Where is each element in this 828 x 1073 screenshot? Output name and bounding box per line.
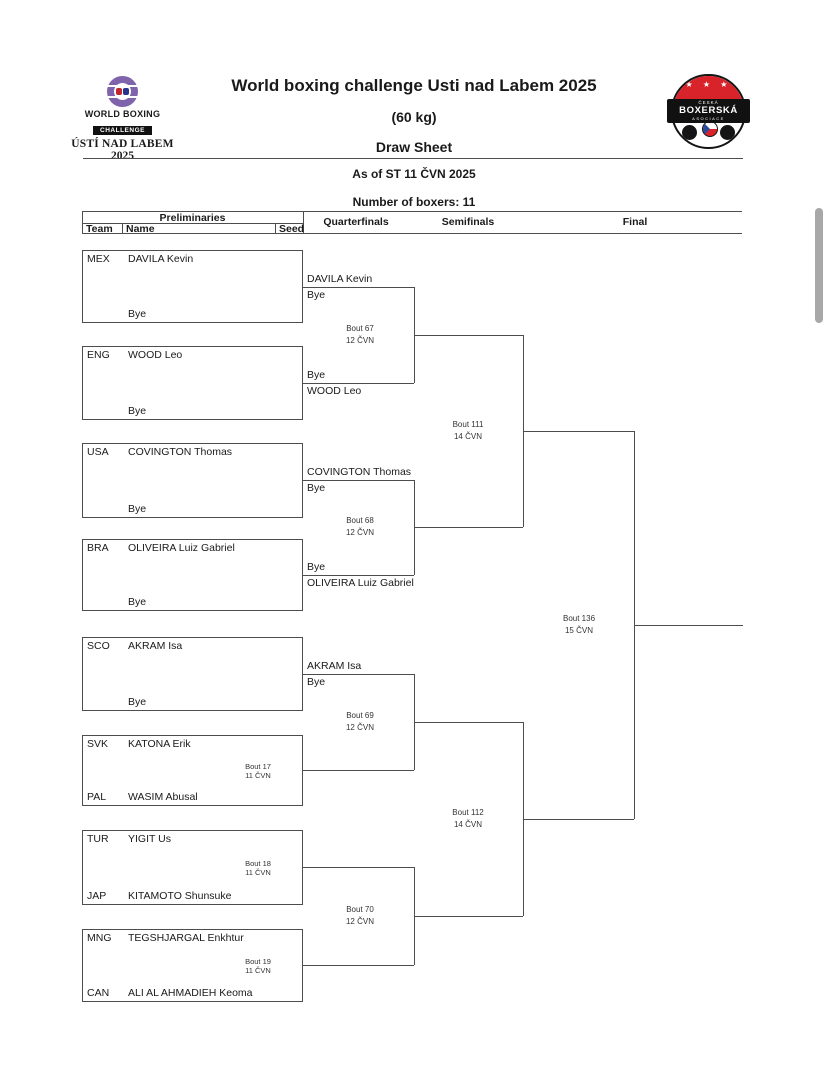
- team-code: USA: [87, 446, 109, 458]
- bout-label: [306, 904, 414, 928]
- team-code: JAP: [87, 890, 107, 902]
- bout-date: 14 ČVN: [453, 820, 482, 829]
- bout-number: Bout 17: [245, 761, 271, 771]
- bout-date: 15 ČVN: [564, 626, 593, 635]
- bout-number: Bout 18: [245, 858, 271, 868]
- prelim-boxer-row: [83, 308, 302, 320]
- bye-label: Bye: [307, 482, 326, 494]
- bout-date: 11 ČVN: [245, 965, 271, 975]
- bout-number: Bout 111: [452, 420, 484, 429]
- prelim-boxer-row: [83, 890, 302, 902]
- prelim-box: [82, 637, 303, 711]
- boxer-name: Bye: [128, 596, 147, 608]
- badge-text: ČESKÁ: [698, 100, 719, 105]
- prelim-boxer-row: [83, 833, 302, 845]
- bout-number: Bout 112: [452, 808, 484, 817]
- boxer-name: KITAMOTO Shunsuke: [128, 890, 232, 902]
- boxer-name: WASIM Abusal: [128, 791, 198, 803]
- badge-text: BOXERSKÁ: [679, 105, 738, 116]
- bye-label: Bye: [307, 676, 326, 688]
- bye-label: Bye: [307, 561, 326, 573]
- boxer-name: WOOD Leo: [128, 349, 183, 361]
- prelim-box: [82, 250, 303, 323]
- bout-date: 12 ČVN: [345, 528, 374, 537]
- advancing-boxer: COVINGTON Thomas: [307, 466, 412, 478]
- team-code: MNG: [87, 932, 112, 944]
- boxer-name: Bye: [128, 503, 147, 515]
- bout-date: 12 ČVN: [345, 917, 374, 926]
- bout-label: [524, 613, 634, 637]
- prelim-box: [82, 539, 303, 611]
- boxer-name: DAVILA Kevin: [128, 253, 194, 265]
- prelim-boxer-row: [83, 503, 302, 515]
- badge-stars: ★ ★ ★: [685, 80, 732, 89]
- team-code: PAL: [87, 791, 107, 803]
- team-code: ENG: [87, 349, 110, 361]
- bracket-connector: [414, 916, 523, 917]
- bracket-connector: [303, 287, 414, 288]
- boxer-name: COVINGTON Thomas: [128, 446, 233, 458]
- prelim-boxer-row: [83, 791, 302, 803]
- bout-label: [306, 710, 414, 734]
- logo-text: WORLD BOXING: [84, 109, 161, 119]
- header-band-line: [275, 223, 276, 233]
- bracket-connector: [303, 575, 414, 576]
- prelim-box: [82, 346, 303, 420]
- column-header-quarterfinals: Quarterfinals: [323, 216, 389, 228]
- bout-label: [218, 762, 298, 780]
- column-header-preliminaries: Preliminaries: [159, 211, 226, 224]
- page-title: World boxing challenge Usti nad Labem 2025: [231, 76, 597, 95]
- bout-number: Bout 67: [346, 324, 374, 333]
- advancing-boxer: AKRAM Isa: [307, 660, 362, 672]
- team-code: TUR: [87, 833, 109, 845]
- bout-number: Bout 19: [245, 956, 271, 966]
- column-header-final: Final: [622, 216, 648, 228]
- boxer-name: Bye: [128, 696, 147, 708]
- bracket-connector: [303, 674, 414, 675]
- prelim-box: [82, 735, 303, 806]
- prelim-boxer-row: [83, 253, 302, 265]
- bracket-connector: [523, 431, 634, 432]
- prelim-boxer-row: [83, 696, 302, 708]
- prelim-boxer-row: [83, 987, 302, 999]
- team-code: SCO: [87, 640, 110, 652]
- prelim-boxer-row: [83, 932, 302, 944]
- prelim-boxer-row: [83, 542, 302, 554]
- logo-text: ÚSTÍ NAD LABEM: [71, 138, 174, 150]
- bout-date: 12 ČVN: [345, 336, 374, 345]
- prelim-box: [82, 443, 303, 518]
- header-rule: [83, 158, 743, 159]
- bracket-connector: [634, 625, 743, 626]
- boxer-name: AKRAM Isa: [128, 640, 183, 652]
- bout-number: Bout 136: [562, 614, 596, 623]
- number-of-boxers: Number of boxers: 11: [352, 195, 476, 209]
- bout-label: [306, 323, 414, 347]
- bout-date: 11 ČVN: [245, 770, 271, 780]
- bracket-connector: [303, 770, 414, 771]
- bout-number: Bout 68: [346, 516, 374, 525]
- boxer-name: OLIVEIRA Luiz Gabriel: [128, 542, 235, 554]
- bout-date: 12 ČVN: [345, 723, 374, 732]
- as-of-date: As of ST 11 ČVN 2025: [352, 167, 476, 181]
- bracket-connector: [303, 480, 414, 481]
- advancing-boxer: WOOD Leo: [307, 385, 362, 397]
- prelim-box: [82, 830, 303, 905]
- logo-text: 2025: [111, 150, 134, 162]
- boxer-name: ALI AL AHMADIEH Keoma: [128, 987, 253, 999]
- bout-label: [413, 807, 523, 831]
- column-header-seed: Seed: [279, 222, 305, 235]
- bracket-connector: [303, 383, 414, 384]
- sheet-type: Draw Sheet: [375, 139, 453, 155]
- column-header-semifinals: Semifinals: [441, 216, 495, 228]
- team-code: CAN: [87, 987, 110, 999]
- bout-date: 11 ČVN: [245, 867, 271, 877]
- bracket-connector: [414, 527, 523, 528]
- team-code: BRA: [87, 542, 109, 554]
- bracket-connector: [303, 867, 414, 868]
- bye-label: Bye: [307, 369, 326, 381]
- boxer-name: YIGIT Us: [128, 833, 171, 845]
- team-code: MEX: [87, 253, 110, 265]
- prelim-boxer-row: [83, 596, 302, 608]
- bout-date: 14 ČVN: [453, 432, 482, 441]
- bout-label: [218, 859, 298, 877]
- bout-number: Bout 69: [346, 711, 374, 720]
- team-code: SVK: [87, 738, 109, 750]
- boxer-name: Bye: [128, 308, 147, 320]
- boxer-name: KATONA Erik: [128, 738, 191, 750]
- bracket-connector: [414, 335, 523, 336]
- bracket-connector: [414, 722, 523, 723]
- bye-label: Bye: [307, 289, 326, 301]
- bout-label: [306, 515, 414, 539]
- header-band-line: [82, 233, 742, 234]
- boxer-name: Bye: [128, 405, 147, 417]
- bout-number: Bout 70: [346, 905, 374, 914]
- badge-text: ASOCIACE: [692, 116, 725, 121]
- bracket-connector: [303, 965, 414, 966]
- bracket-connector: [523, 819, 634, 820]
- bout-label: [413, 419, 523, 443]
- weight-class: (60 kg): [391, 109, 437, 125]
- advancing-boxer: OLIVEIRA Luiz Gabriel: [307, 577, 414, 589]
- prelim-box: [82, 929, 303, 1002]
- prelim-boxer-row: [83, 405, 302, 417]
- scrollbar-thumb[interactable]: [815, 208, 823, 323]
- boxer-name: TEGSHJARGAL Enkhtur: [128, 932, 244, 944]
- bout-label: [218, 957, 298, 975]
- column-header-name: Name: [126, 222, 155, 235]
- column-header-team: Team: [86, 222, 113, 235]
- logo-text: CHALLENGE: [93, 126, 152, 135]
- prelim-boxer-row: [83, 738, 302, 750]
- header-band-line: [122, 223, 123, 233]
- prelim-boxer-row: [83, 446, 302, 458]
- prelim-boxer-row: [83, 349, 302, 361]
- advancing-boxer: DAVILA Kevin: [307, 273, 373, 285]
- prelim-boxer-row: [83, 640, 302, 652]
